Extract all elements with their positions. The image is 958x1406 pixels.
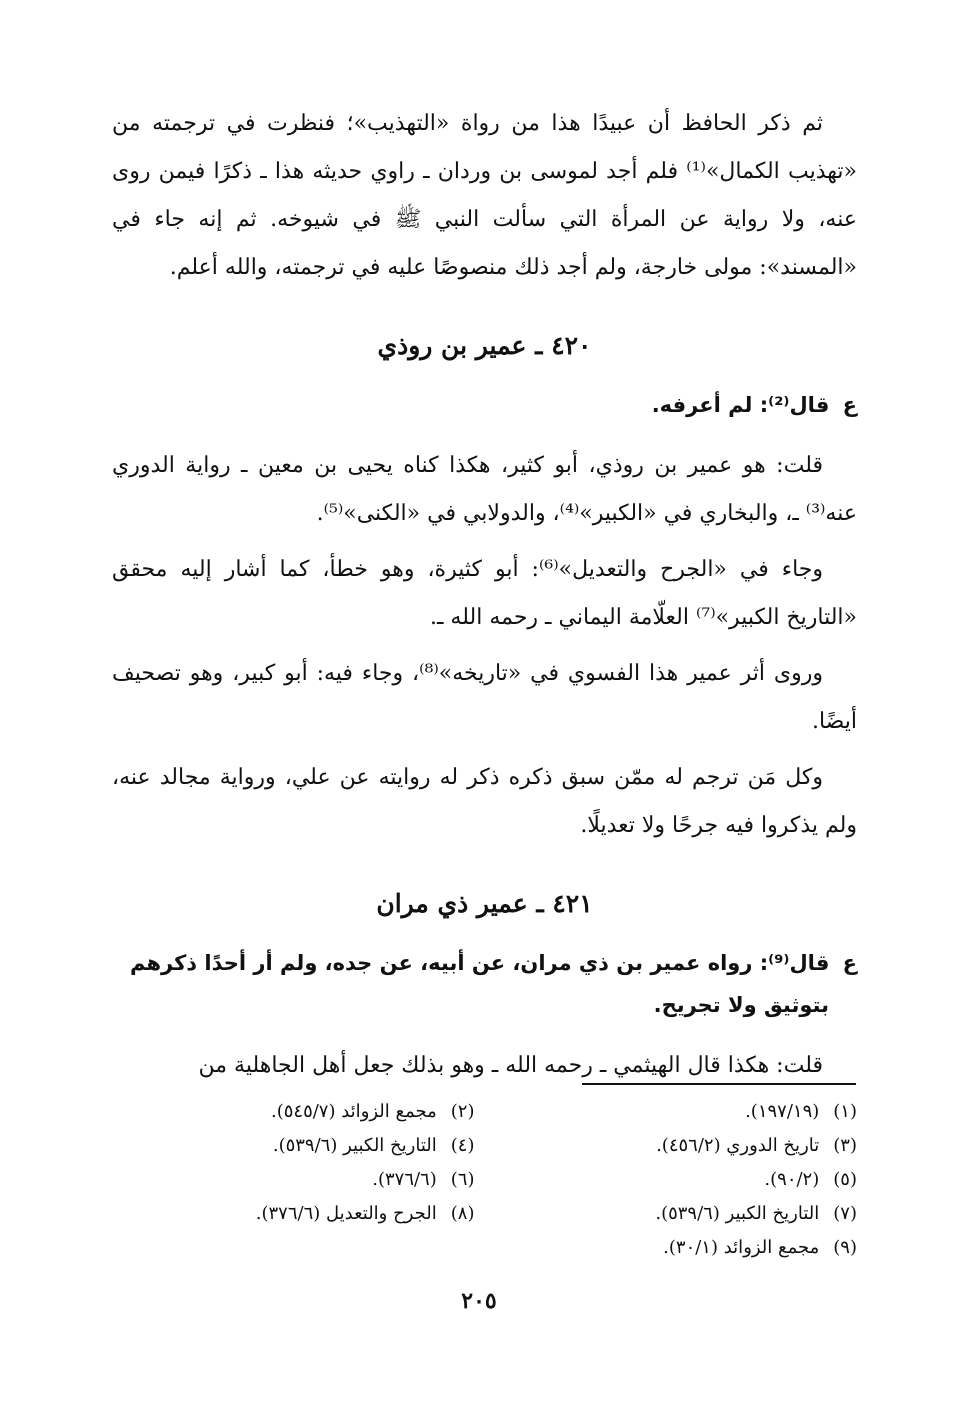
footnote-item: (٧)التاريخ الكبير (٥٣٩/٦). — [655, 1203, 857, 1224]
qal-marker: ع — [842, 393, 857, 417]
footnote-item: (١)(١٩٧/١٩). — [745, 1101, 857, 1122]
intro-paragraph: ثم ذكر الحافظ أن عبيدًا هذا من رواة «التهذيب»؛ فنظرت في ترجمته من «تهذيب الكمال»⁽¹⁾ فلم أجد لموسى بن وردان ـ راوي حديثه هذا ـ ذكرًا فيمن روى عنه، ولا رواية عن المرأة التي سألت النبي ﷺ في شيوخه. ثم إنه جاء في «المسند»: مولى خارجة، ولم أجد ذلك منصوصًا عليه في ترجمته، والله أعلم. — [112, 111, 857, 280]
qal-marker: ع — [842, 951, 857, 975]
section-heading-421: ٤٢١ ـ عمير ذي مران — [376, 889, 593, 918]
footnotes — [112, 1095, 857, 1265]
paragraph-420-1: قلت: هو عمير بن روذي، أبو كثير، هكذا كناه يحيى بن معين ـ رواية الدوري عنه⁽³⁾ ـ، والبخاري في «الكبير»⁽⁴⁾، والدولابي في «الكنى»⁽⁵⁾. — [112, 453, 857, 526]
footnote-item: (٢)مجمع الزوائد (٥٤٥/٧). — [270, 1101, 475, 1122]
qal-text: قال⁽⁹⁾: رواه عمير بن ذي مران، عن أبيه، عن جده، ولم أر أحدًا ذكرهم — [130, 951, 830, 975]
paragraph-421-1: قلت: هكذا قال الهيثمي ـ رحمه الله ـ وهو بذلك جعل أهل الجاهلية من — [198, 1053, 823, 1078]
paragraph-420-2: وجاء في «الجرح والتعديل»⁽⁶⁾: أبو كثيرة، وهو خطأ، كما أشار إليه محقق «التاريخ الكبير»⁽⁷⁾ العلّامة اليماني ـ رحمه الله ـ. — [112, 557, 857, 630]
footnote-item: (٣)تاريخ الدوري (٤٥٦/٢). — [656, 1135, 857, 1156]
footnote-item: (٨)الجرح والتعديل (٣٧٦/٦). — [255, 1203, 475, 1224]
paragraph-420-4: وكل مَن ترجم له ممّن سبق ذكره ذكر له روايته عن علي، ورواية مجالد عنه، ولم يذكروا فيه جرحًا ولا تعديلًا. — [112, 765, 857, 838]
paragraph-420-3: وروى أثر عمير هذا الفسوي في «تاريخه»⁽⁸⁾، وجاء فيه: أبو كبير، وهو تصحيف أيضًا. — [112, 661, 857, 734]
footnote-item: (٩)مجمع الزوائد (٣٠/١). — [663, 1237, 857, 1258]
qal-text: قال⁽²⁾: لم أعرفه. — [651, 393, 830, 417]
footnote-item: (٦)(٣٧٦/٦). — [372, 1169, 475, 1190]
page-body — [112, 100, 857, 1098]
section-heading-420: ٤٢٠ ـ عمير بن روذي — [377, 331, 592, 360]
page-number: ٢٠٥ — [461, 1288, 497, 1314]
footnote-divider — [582, 1083, 856, 1085]
qal-statement-420 — [112, 384, 857, 426]
footnote-item: (٥)(٩٠/٢). — [764, 1169, 857, 1190]
qal-text-continued: بتوثيق ولا تجريح. — [653, 993, 829, 1017]
footnote-item: (٤)التاريخ الكبير (٥٣٩/٦). — [272, 1135, 475, 1156]
qal-statement-421 — [112, 942, 857, 1026]
